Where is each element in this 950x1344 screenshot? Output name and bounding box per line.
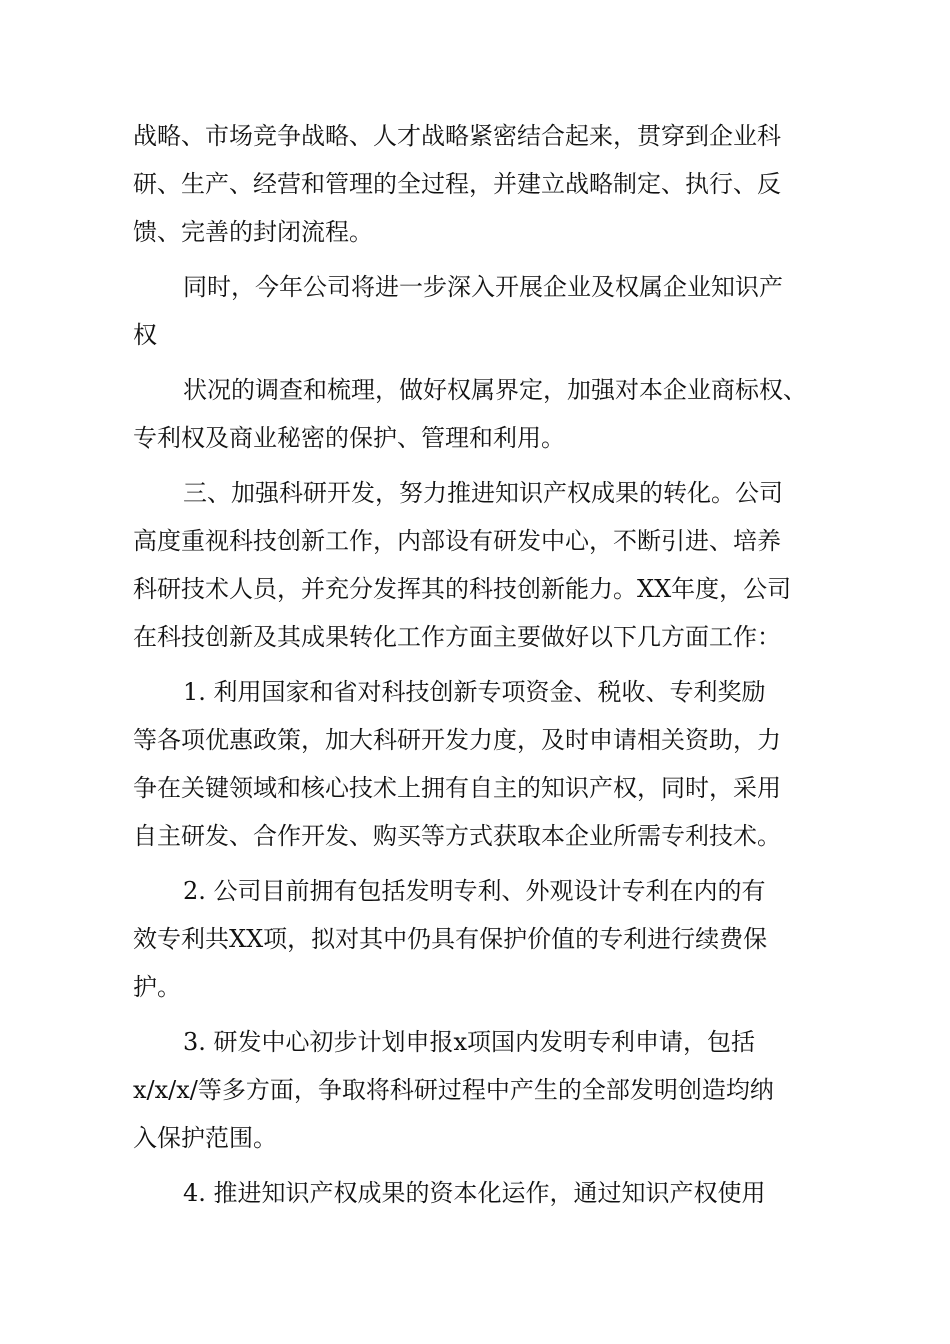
text-line: 护。	[133, 973, 181, 1001]
text-line: 等各项优惠政策，加大科研开发力度，及时申请相关资助，力	[133, 726, 781, 754]
text-line: 在科技创新及其成果转化工作方面主要做好以下几方面工作：	[133, 623, 781, 651]
text-line: 状况的调查和梳理，做好权属界定，加强对本企业商标权、	[183, 376, 807, 404]
text-line: 入保护范围。	[133, 1124, 277, 1152]
text-line: 3. 研发中心初步计划申报x项国内发明专利申请，包括	[183, 1028, 756, 1056]
paragraph	[133, 112, 833, 256]
text-line: 同时，今年公司将进一步深入开展企业及权属企业知识产	[183, 273, 783, 301]
paragraph	[133, 1169, 833, 1217]
text-line: 高度重视科技创新工作，内部设有研发中心，不断引进、培养	[133, 527, 781, 555]
text-line: 争在关键领域和核心技术上拥有自主的知识产权，同时，采用	[133, 774, 781, 802]
text-line: 4. 推进知识产权成果的资本化运作，通过知识产权使用	[183, 1179, 766, 1207]
text-line: 研、生产、经营和管理的全过程，并建立战略制定、执行、反	[133, 170, 781, 198]
paragraph	[133, 366, 833, 462]
text-line: 2. 公司目前拥有包括发明专利、外观设计专利在内的有	[183, 877, 766, 905]
text-line: 自主研发、合作开发、购买等方式获取本企业所需专利技术。	[133, 822, 781, 850]
paragraph	[133, 469, 833, 661]
paragraph	[133, 668, 833, 860]
paragraph	[133, 867, 833, 1011]
text-line: 战略、市场竞争战略、人才战略紧密结合起来，贯穿到企业科	[133, 122, 781, 150]
paragraph	[133, 1018, 833, 1162]
text-line: 科研技术人员，并充分发挥其的科技创新能力。XX年度，公司	[133, 575, 792, 603]
text-line: 1. 利用国家和省对科技创新专项资金、税收、专利奖励	[183, 678, 766, 706]
document-body	[133, 112, 833, 1224]
text-line: 权	[133, 321, 157, 349]
text-line: 三、加强科研开发，努力推进知识产权成果的转化。公司	[183, 479, 783, 507]
text-line: x/x/x/等多方面，争取将科研过程中产生的全部发明创造均纳	[133, 1076, 774, 1104]
text-line: 专利权及商业秘密的保护、管理和利用。	[133, 424, 565, 452]
text-line: 馈、完善的封闭流程。	[133, 218, 373, 246]
paragraph	[133, 263, 833, 359]
text-line: 效专利共XX项，拟对其中仍具有保护价值的专利进行续费保	[133, 925, 768, 953]
